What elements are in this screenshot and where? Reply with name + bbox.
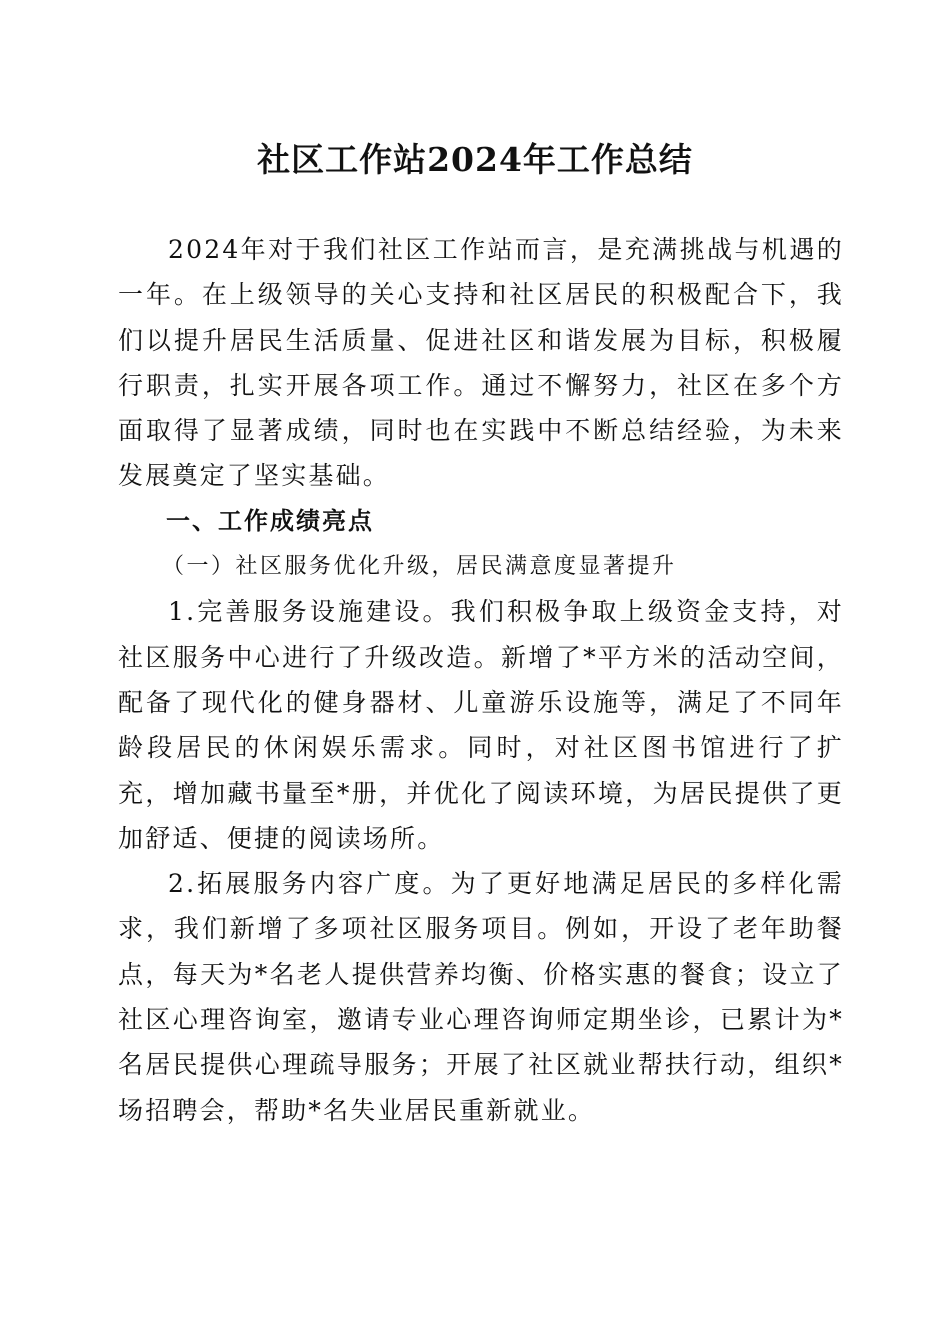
intro-paragraph: 2024年对于我们社区工作站而言，是充满挑战与机遇的一年。在上级领导的关心支持和社区居民的积极配合下，我们以提升居民生活质量、促进社区和谐发展为目标，积极履行职责，扎实开展各项工作。通过不懈努力，社区在多个方面取得了显著成绩，同时也在实践中不断总结经验，为未来发展奠定了坚实基础。 bbox=[118, 235, 844, 491]
subsection-heading: （一）社区服务优化升级，居民满意度显著提升 bbox=[162, 554, 677, 580]
section-heading: 一、工作成绩亮点 bbox=[166, 506, 374, 535]
body-paragraph-services: 2.拓展服务内容广度。为了更好地满足居民的多样化需求，我们新增了多项社区服务项目。例如，开设了老年助餐点，每天为*名老人提供营养均衡、价格实惠的餐食；设立了社区心理咨询室，邀请专业心理咨询师定期坐诊，已累计为*名居民提供心理疏导服务；开展了社区就业帮扶行动，组织*场招聘会，帮助*名失业居民重新就业。 bbox=[118, 869, 844, 1125]
document-title: 社区工作站2024年工作总结 bbox=[257, 140, 693, 179]
document-body bbox=[118, 227, 844, 1133]
body-paragraph-facilities: 1.完善服务设施建设。我们积极争取上级资金支持，对社区服务中心进行了升级改造。新增了*平方米的活动空间，配备了现代化的健身器材、儿童游乐设施等，满足了不同年龄段居民的休闲娱乐需求。同时，对社区图书馆进行了扩充，增加藏书量至*册，并优化了阅读环境，为居民提供了更加舒适、便捷的阅读场所。 bbox=[118, 597, 844, 853]
